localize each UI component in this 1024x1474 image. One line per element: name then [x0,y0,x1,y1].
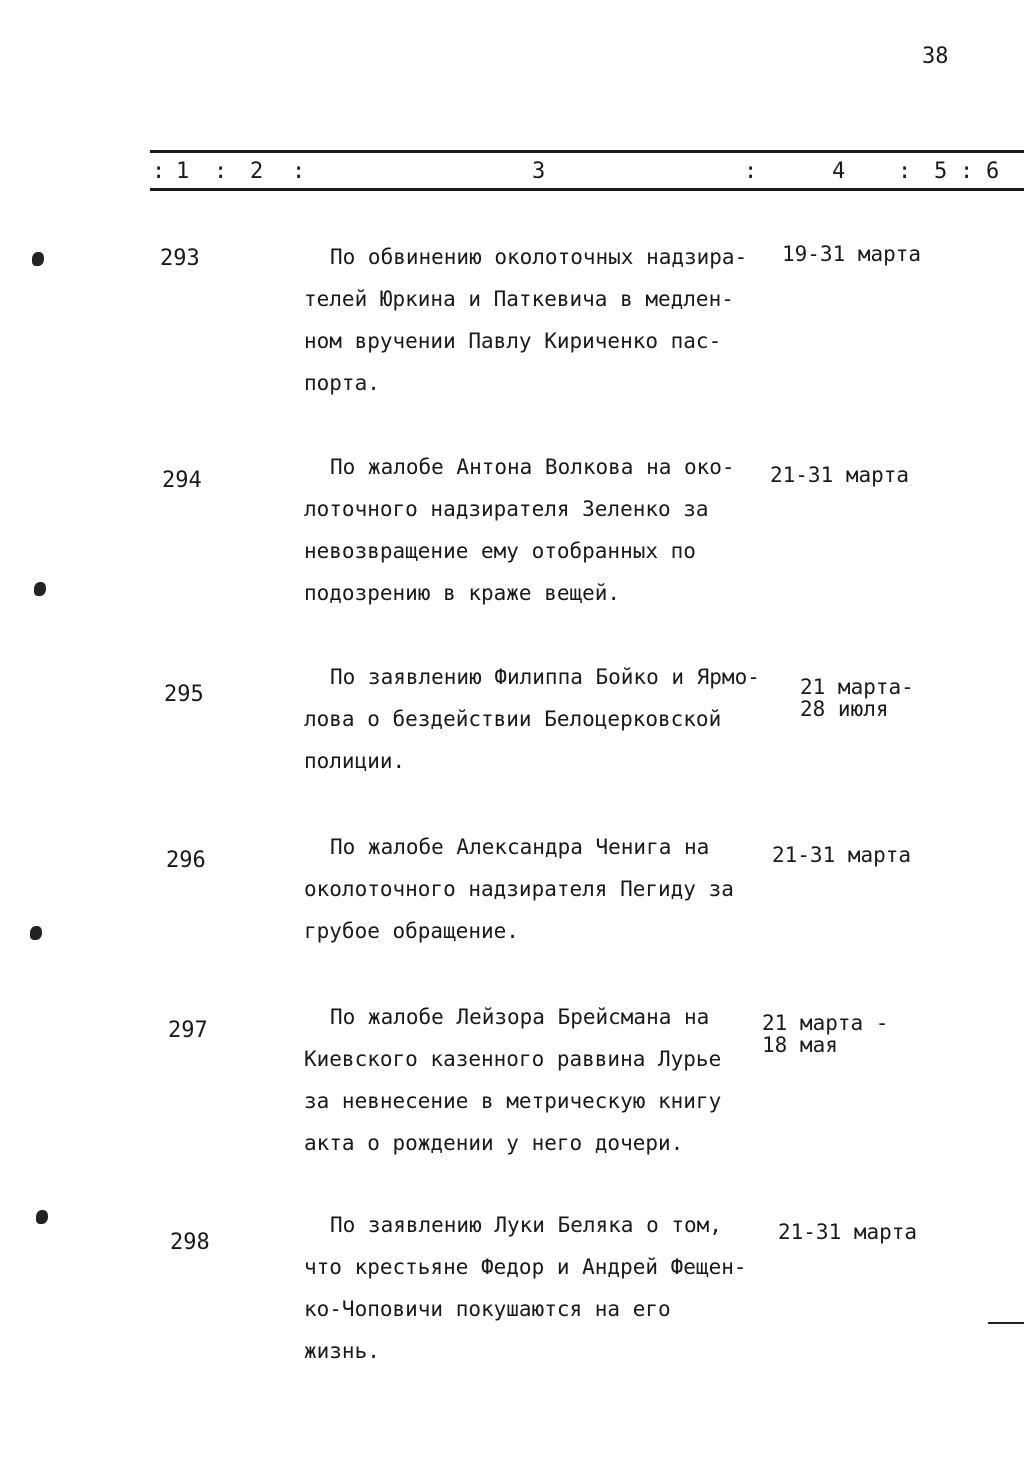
description-line: По заявлению Филиппа Бойко и Ярмо- [330,665,760,689]
binder-hole-mark [36,1210,48,1224]
table-header-top-rule [150,150,1024,153]
date-line: 21-31 марта [778,1220,918,1244]
column-separator: : [152,159,166,184]
row-description [304,826,774,952]
column-separator: : [744,159,758,184]
row-description [304,236,774,404]
column-separator: : [898,159,912,184]
description-line: Киевского казенного раввина Лурье [304,1047,722,1071]
description-line: По заявлению Луки Беляка о том, [330,1213,722,1237]
column-header-1: 1 [176,159,190,184]
row-number: 294 [162,468,202,493]
date-line: 21 марта- [800,675,914,699]
description-line: акта о рождении у него дочери. [304,1131,684,1155]
column-separator: : [214,159,228,184]
row-date [772,844,911,866]
description-line: грубое обращение. [304,919,519,943]
date-line: 19-31 марта [782,242,922,266]
column-header-6: 6 [986,159,1000,184]
row-number: 296 [166,848,206,873]
row-date [762,1012,888,1056]
description-line: лова о бездействии Белоцерковской [304,707,722,731]
description-line: полиции. [304,749,406,773]
description-line: По жалобе Лейзора Брейсмана на [330,1005,710,1029]
description-line: телей Юркина и Паткевича в медлен- [304,287,734,311]
row-date [782,243,921,265]
table-header-bottom-rule [150,188,1024,191]
description-line: порта. [304,371,380,395]
row-date [770,464,909,486]
edge-scan-mark [988,1322,1024,1324]
description-line: По жалобе Антона Волкова на око- [330,455,735,479]
description-line: за невнесение в метрическую книгу [304,1089,722,1113]
column-separator: : [960,159,974,184]
description-line: невозвращение ему отобранных по [304,539,696,563]
column-header-5: 5 [934,159,948,184]
column-header-4: 4 [832,159,846,184]
row-number: 297 [168,1018,208,1043]
binder-hole-mark [32,252,44,266]
row-date [778,1221,917,1243]
row-number: 293 [160,246,200,271]
description-line: жизнь. [304,1339,380,1363]
date-line: 28 июля [800,697,889,721]
binder-hole-mark [34,582,46,596]
description-line: подозрению в краже вещей. [304,581,621,605]
description-line: околоточного надзирателя Пегиду за [304,877,734,901]
description-line: что крестьяне Федор и Андрей Фещен- [304,1255,747,1279]
page-number: 38 [922,44,949,69]
row-date [800,676,914,720]
description-line: лоточного надзирателя Зеленко за [304,497,709,521]
column-header-3: 3 [532,159,546,184]
description-line: ко-Чоповичи покушаются на его [304,1297,671,1321]
date-line: 21-31 марта [772,843,912,867]
binder-hole-mark [30,926,42,940]
row-description [304,996,774,1164]
description-line: ном вручении Павлу Кириченко пас- [304,329,722,353]
date-line: 21 марта - [762,1011,889,1035]
date-line: 21-31 марта [770,463,910,487]
row-number: 298 [170,1230,210,1255]
column-header-2: 2 [250,159,264,184]
row-description [304,446,774,614]
row-description [304,1204,774,1372]
description-line: По жалобе Александра Ченига на [330,835,710,859]
description-line: По обвинению околоточных надзира- [330,245,748,269]
row-description [304,656,774,782]
column-separator: : [292,159,306,184]
row-number: 295 [164,682,204,707]
date-line: 18 мая [762,1033,838,1057]
